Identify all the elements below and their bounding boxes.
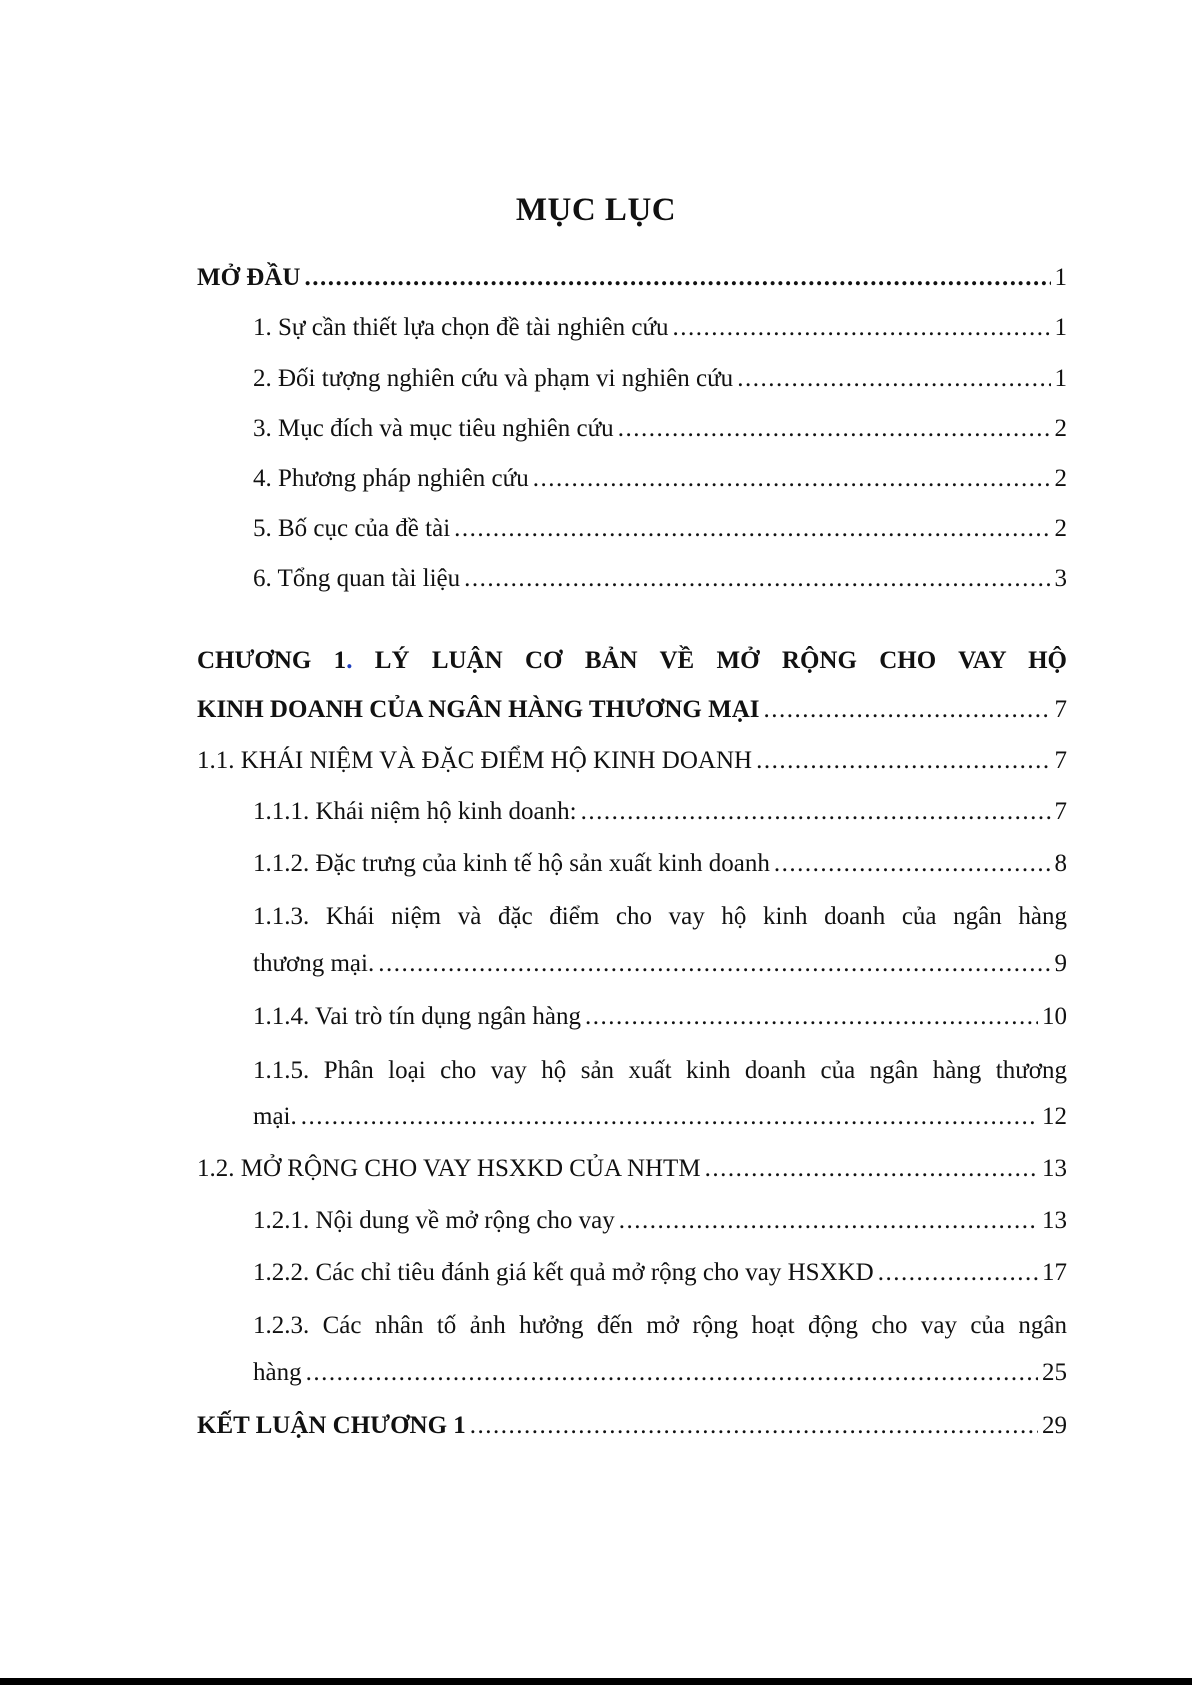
toc-leader-dots [470,1410,1038,1442]
toc-leader-dots [581,796,1051,828]
toc-entry-text: 1.1.1. Khái niệm hộ kinh doanh: [253,798,577,825]
toc-entry-1[interactable] [253,312,1067,344]
toc-subsection-1-1-4[interactable] [253,1001,1067,1033]
toc-entry-text: 1.1. KHÁI NIỆM VÀ ĐẶC ĐIỂM HỘ KINH DOANH [197,747,753,774]
toc-entry-text: thương mại. [253,950,375,977]
toc-leader-dots [304,262,1050,294]
toc-subsection-1-1-2[interactable] [253,848,1067,880]
toc-entry-text: KẾT LUẬN CHƯƠNG 1 [197,1412,466,1439]
toc-entry-text: 1.2.1. Nội dung về mở rộng cho vay [253,1207,615,1234]
toc-leader-dots [619,1205,1038,1237]
toc-page-number: 2 [1054,515,1067,542]
toc-entry-text: 1.2. MỞ RỘNG CHO VAY HSXKD CỦA NHTM [197,1155,701,1182]
toc-entry-4[interactable] [253,463,1067,495]
toc-page-number: 3 [1054,565,1067,592]
toc-leader-dots [301,1101,1038,1133]
toc-subsection-1-1-5-line-2[interactable] [253,1101,1067,1133]
toc-entry-text: 5. Bố cục của đề tài [253,515,451,542]
toc-entry-text: 6. Tổng quan tài liệu [253,565,461,592]
toc-entry-2[interactable] [253,363,1067,395]
toc-entry-6[interactable] [253,563,1067,595]
toc-page-number: 12 [1042,1103,1067,1130]
toc-leader-dots [306,1357,1038,1389]
toc-leader-dots [756,745,1050,777]
toc-page-number: 13 [1042,1155,1067,1182]
toc-subsection-1-2-1[interactable] [253,1205,1067,1237]
toc-page-number: 10 [1042,1003,1067,1030]
toc-entry-text: mại. [253,1103,297,1130]
toc-entry-text: 1. Sự cần thiết lựa chọn đề tài nghiên cứu [253,314,669,341]
toc-page-number: 2 [1054,415,1067,442]
toc-entry-text: KINH DOANH CỦA NGÂN HÀNG THƯƠNG MẠI [197,696,760,723]
toc-page-number: 7 [1054,696,1067,723]
toc-entry-intro[interactable] [197,262,1067,294]
toc-chapter-1-line-1[interactable] [197,645,1067,677]
toc-leader-dots [673,312,1051,344]
toc-page-number: 1 [1054,314,1067,341]
toc-entry-text: hàng [253,1359,302,1386]
toc-entry-text: 4. Phương pháp nghiên cứu [253,465,529,492]
toc-entry-3[interactable] [253,413,1067,445]
toc-chapter-1-line-2[interactable] [197,694,1067,726]
toc-entry-text: 1.1.2. Đặc trưng của kinh tế hộ sản xuất kinh doanh [253,850,770,877]
toc-entry-text: 1.2.2. Các chỉ tiêu đánh giá kết quả mở rộng cho vay HSXKD [253,1259,874,1286]
toc-section-1-2[interactable] [197,1153,1067,1185]
toc-entry-text: 1.1.4. Vai trò tín dụng ngân hàng [253,1003,581,1030]
toc-subsection-1-1-5-line-1[interactable]: 1.1.5. Phân loại cho vay hộ sản xuất kinh doanh của ngân hàng thương [253,1057,1067,1084]
toc-subsection-1-1-1[interactable] [253,796,1067,828]
toc-leader-dots [533,463,1051,495]
toc-page-number: 7 [1054,798,1067,825]
page-title: MỤC LỤC [515,192,677,228]
toc-leader-dots [705,1153,1038,1185]
toc-subsection-1-1-3-line-1[interactable]: 1.1.3. Khái niệm và đặc điểm cho vay hộ kinh doanh của ngân hàng [253,903,1067,930]
toc-subsection-1-2-3-line-2[interactable] [253,1357,1067,1389]
toc-entry-text: MỞ ĐẦU [197,264,301,291]
toc-entry-text: 2. Đối tượng nghiên cứu và phạm vi nghiên cứu [253,365,734,392]
toc-leader-dots [764,694,1051,726]
toc-leader-dots [774,848,1051,880]
toc-leader-dots [378,948,1050,980]
toc-chapter-number: CHƯƠNG 1 [197,647,347,674]
toc-page-number: 17 [1042,1259,1067,1286]
toc-leader-dots [454,513,1050,545]
toc-leader-dots [878,1257,1038,1289]
toc-leader-dots [618,413,1051,445]
toc-leader-dots [737,363,1050,395]
toc-page-number: 29 [1042,1412,1067,1439]
toc-page-number: 25 [1042,1359,1067,1386]
toc-entry-5[interactable] [253,513,1067,545]
toc-subsection-1-2-3-line-1[interactable]: 1.2.3. Các nhân tố ảnh hưởng đến mở rộng hoạt động cho vay của ngân [253,1312,1067,1339]
toc-chapter-title: LÝ LUẬN CƠ BẢN VỀ MỞ RỘNG CHO VAY HỘ [352,647,1068,674]
toc-page-number: 7 [1054,747,1067,774]
toc-subsection-1-1-3-line-2[interactable] [253,948,1067,980]
toc-subsection-1-2-2[interactable] [253,1257,1067,1289]
toc-section-1-1[interactable] [197,745,1067,777]
toc-chapter-1-conclusion[interactable] [197,1410,1067,1442]
toc-page-number: 1 [1054,264,1067,291]
toc-page-number: 13 [1042,1207,1067,1234]
toc-leader-dots [464,563,1050,595]
toc-entry-text: 3. Mục đích và mục tiêu nghiên cứu [253,415,614,442]
toc-page-number: 9 [1054,950,1067,977]
toc-page-number: 1 [1054,365,1067,392]
toc-leader-dots [585,1001,1038,1033]
toc-chapter-dot: . [346,647,353,674]
toc-page-number: 8 [1054,850,1067,877]
bottom-edge-bar [0,1678,1192,1685]
toc-page-number: 2 [1054,465,1067,492]
